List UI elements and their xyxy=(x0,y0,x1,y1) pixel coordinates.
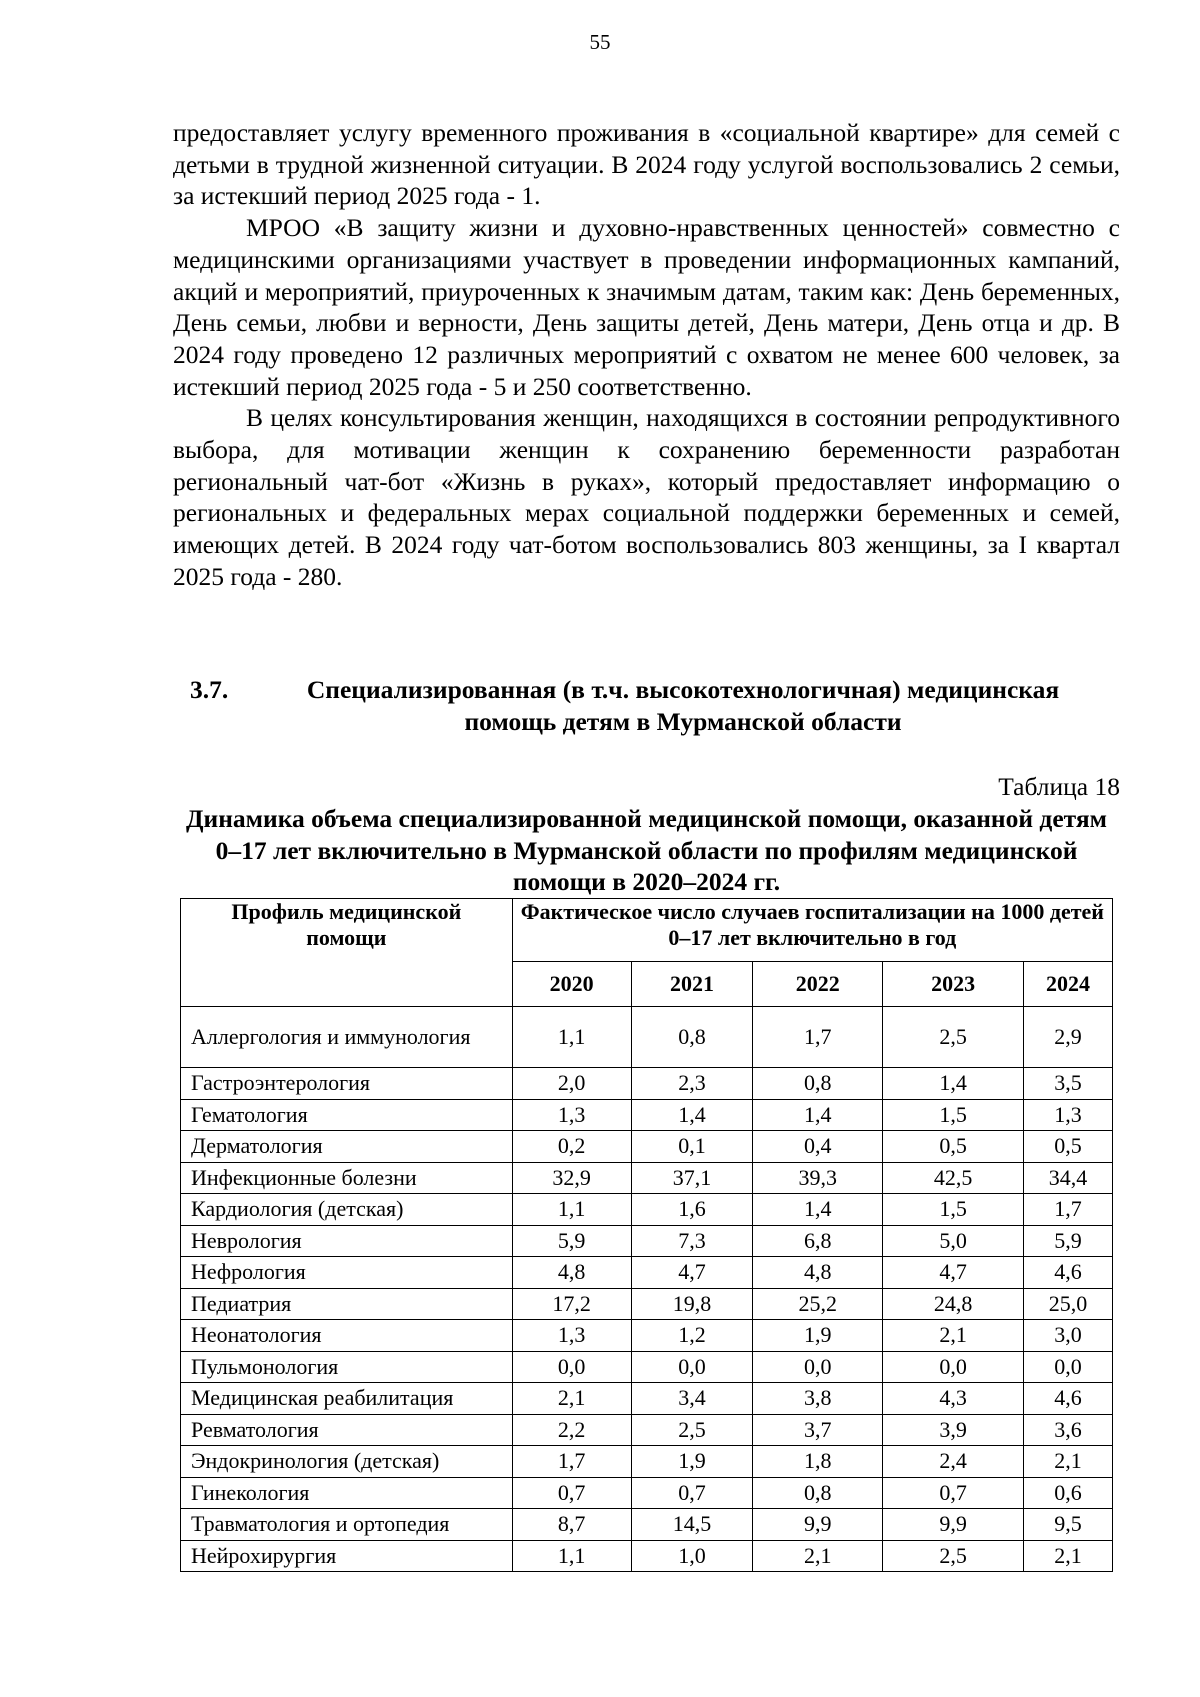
cell-profile: Неврология xyxy=(181,1225,513,1257)
cell-value-2022: 1,9 xyxy=(753,1320,883,1352)
header-year: 2022 xyxy=(753,962,883,1007)
cell-value-2022: 6,8 xyxy=(753,1225,883,1257)
cell-value-2022: 1,7 xyxy=(753,1007,883,1068)
cell-profile: Эндокринология (детская) xyxy=(181,1446,513,1478)
cell-value-2020: 2,1 xyxy=(512,1383,631,1415)
section-title: Специализированная (в т.ч. высокотехнологичная) медицинская помощь детям в Мурманской области xyxy=(306,675,1060,736)
cell-value-2023: 2,4 xyxy=(883,1446,1024,1478)
cell-value-2024: 9,5 xyxy=(1024,1509,1113,1541)
cell-value-2021: 37,1 xyxy=(631,1162,753,1194)
body-text xyxy=(173,117,1120,593)
cell-value-2020: 1,3 xyxy=(512,1320,631,1352)
table-body xyxy=(181,1007,1113,1572)
table-row xyxy=(181,1446,1113,1478)
table-row xyxy=(181,1007,1113,1068)
cell-value-2024: 3,5 xyxy=(1024,1068,1113,1100)
cell-value-2022: 3,8 xyxy=(753,1383,883,1415)
table-row xyxy=(181,1162,1113,1194)
cell-value-2024: 2,1 xyxy=(1024,1446,1113,1478)
cell-value-2020: 1,1 xyxy=(512,1007,631,1068)
cell-value-2022: 0,0 xyxy=(753,1351,883,1383)
header-year: 2020 xyxy=(512,962,631,1007)
cell-value-2023: 9,9 xyxy=(883,1509,1024,1541)
cell-value-2020: 2,2 xyxy=(512,1414,631,1446)
table-row xyxy=(181,1414,1113,1446)
cell-value-2022: 3,7 xyxy=(753,1414,883,1446)
paragraph: предоставляет услугу временного проживания в «социальной квартире» для семей с детьми в трудной жизненной ситуации. В 2024 году услугой воспользовались 2 семьи, за истекший период 2025 года - 1. xyxy=(173,118,1120,211)
cell-value-2020: 32,9 xyxy=(512,1162,631,1194)
cell-value-2023: 2,5 xyxy=(883,1540,1024,1572)
cell-value-2020: 0,2 xyxy=(512,1131,631,1163)
cell-value-2021: 1,6 xyxy=(631,1194,753,1226)
cell-value-2024: 25,0 xyxy=(1024,1288,1113,1320)
cell-profile: Аллергология и иммунология xyxy=(181,1007,513,1068)
page-number: 55 xyxy=(589,30,611,54)
cell-value-2023: 0,7 xyxy=(883,1477,1024,1509)
cell-profile: Кардиология (детская) xyxy=(181,1194,513,1226)
hospitalization-table xyxy=(180,898,1113,1572)
table-row xyxy=(181,1288,1113,1320)
cell-value-2020: 8,7 xyxy=(512,1509,631,1541)
header-profile: Профиль медицинской помощи xyxy=(181,899,513,1007)
cell-value-2021: 1,0 xyxy=(631,1540,753,1572)
cell-profile: Ревматология xyxy=(181,1414,513,1446)
cell-value-2024: 1,7 xyxy=(1024,1194,1113,1226)
cell-value-2021: 7,3 xyxy=(631,1225,753,1257)
section-heading xyxy=(190,674,1103,737)
cell-value-2020: 1,1 xyxy=(512,1540,631,1572)
cell-value-2024: 0,5 xyxy=(1024,1131,1113,1163)
cell-value-2023: 0,5 xyxy=(883,1131,1024,1163)
cell-value-2020: 1,3 xyxy=(512,1099,631,1131)
cell-profile: Инфекционные болезни xyxy=(181,1162,513,1194)
cell-value-2020: 5,9 xyxy=(512,1225,631,1257)
table-row xyxy=(181,1131,1113,1163)
table-row xyxy=(181,1540,1113,1572)
cell-profile: Нефрология xyxy=(181,1257,513,1289)
header-year: 2021 xyxy=(631,962,753,1007)
cell-value-2024: 0,0 xyxy=(1024,1351,1113,1383)
cell-value-2023: 4,7 xyxy=(883,1257,1024,1289)
cell-value-2020: 1,7 xyxy=(512,1446,631,1478)
paragraph: МРОО «В защиту жизни и духовно-нравственных ценностей» совместно с медицинскими организациями участвует в проведении информационных кампаний, акций и мероприятий, приуроченных к значимым датам, таким как: День беременных, День семьи, любви и верности, День защиты детей, День матери, День отца и др. В 2024 году проведено 12 различных мероприятий с охватом не менее 600 человек, за истекший период 2025 года - 5 и 250 соответственно. xyxy=(173,213,1120,401)
table-row xyxy=(181,1099,1113,1131)
table-caption: Динамика объема специализированной медицинской помощи, оказанной детям 0–17 лет включительно в Мурманской области по профилям медицинской помощи в 2020–2024 гг. xyxy=(186,804,1107,897)
cell-value-2020: 0,0 xyxy=(512,1351,631,1383)
cell-value-2023: 2,5 xyxy=(883,1007,1024,1068)
cell-value-2023: 3,9 xyxy=(883,1414,1024,1446)
cell-profile: Медицинская реабилитация xyxy=(181,1383,513,1415)
section-number: 3.7. xyxy=(190,675,229,704)
cell-value-2022: 1,8 xyxy=(753,1446,883,1478)
cell-profile: Дерматология xyxy=(181,1131,513,1163)
cell-value-2022: 0,4 xyxy=(753,1131,883,1163)
cell-profile: Гинекология xyxy=(181,1477,513,1509)
cell-value-2021: 1,9 xyxy=(631,1446,753,1478)
cell-value-2021: 3,4 xyxy=(631,1383,753,1415)
cell-value-2023: 24,8 xyxy=(883,1288,1024,1320)
cell-value-2022: 9,9 xyxy=(753,1509,883,1541)
cell-value-2020: 17,2 xyxy=(512,1288,631,1320)
cell-value-2024: 3,0 xyxy=(1024,1320,1113,1352)
cell-value-2021: 19,8 xyxy=(631,1288,753,1320)
cell-value-2020: 2,0 xyxy=(512,1068,631,1100)
cell-profile: Травматология и ортопедия xyxy=(181,1509,513,1541)
cell-value-2020: 0,7 xyxy=(512,1477,631,1509)
cell-value-2021: 2,5 xyxy=(631,1414,753,1446)
cell-value-2021: 1,4 xyxy=(631,1099,753,1131)
table-row xyxy=(181,1257,1113,1289)
table-row xyxy=(181,1383,1113,1415)
table-row xyxy=(181,1225,1113,1257)
cell-value-2024: 3,6 xyxy=(1024,1414,1113,1446)
cell-profile: Неонатология xyxy=(181,1320,513,1352)
table-row xyxy=(181,1068,1113,1100)
cell-value-2021: 1,2 xyxy=(631,1320,753,1352)
cell-value-2020: 4,8 xyxy=(512,1257,631,1289)
header-group: Фактическое число случаев госпитализации на 1000 детей 0–17 лет включительно в год xyxy=(512,899,1112,962)
cell-value-2021: 2,3 xyxy=(631,1068,753,1100)
cell-value-2023: 2,1 xyxy=(883,1320,1024,1352)
table-row xyxy=(181,1351,1113,1383)
cell-value-2023: 1,4 xyxy=(883,1068,1024,1100)
cell-value-2022: 1,4 xyxy=(753,1099,883,1131)
cell-profile: Нейрохирургия xyxy=(181,1540,513,1572)
header-year: 2023 xyxy=(883,962,1024,1007)
cell-value-2024: 0,6 xyxy=(1024,1477,1113,1509)
cell-value-2023: 1,5 xyxy=(883,1099,1024,1131)
table-label: Таблица 18 xyxy=(998,772,1120,801)
cell-value-2022: 0,8 xyxy=(753,1477,883,1509)
cell-value-2024: 5,9 xyxy=(1024,1225,1113,1257)
cell-value-2020: 1,1 xyxy=(512,1194,631,1226)
cell-value-2024: 4,6 xyxy=(1024,1383,1113,1415)
cell-value-2022: 0,8 xyxy=(753,1068,883,1100)
cell-value-2024: 34,4 xyxy=(1024,1162,1113,1194)
cell-value-2023: 42,5 xyxy=(883,1162,1024,1194)
cell-value-2023: 0,0 xyxy=(883,1351,1024,1383)
table-row xyxy=(181,1194,1113,1226)
cell-value-2022: 1,4 xyxy=(753,1194,883,1226)
cell-value-2022: 39,3 xyxy=(753,1162,883,1194)
cell-profile: Педиатрия xyxy=(181,1288,513,1320)
cell-value-2024: 2,9 xyxy=(1024,1007,1113,1068)
cell-value-2023: 1,5 xyxy=(883,1194,1024,1226)
cell-value-2022: 4,8 xyxy=(753,1257,883,1289)
cell-value-2024: 4,6 xyxy=(1024,1257,1113,1289)
cell-profile: Гематология xyxy=(181,1099,513,1131)
cell-value-2021: 14,5 xyxy=(631,1509,753,1541)
cell-profile: Гастроэнтерология xyxy=(181,1068,513,1100)
cell-value-2022: 2,1 xyxy=(753,1540,883,1572)
cell-value-2021: 0,8 xyxy=(631,1007,753,1068)
cell-value-2021: 4,7 xyxy=(631,1257,753,1289)
cell-profile: Пульмонология xyxy=(181,1351,513,1383)
cell-value-2024: 2,1 xyxy=(1024,1540,1113,1572)
cell-value-2021: 0,1 xyxy=(631,1131,753,1163)
table-row xyxy=(181,1509,1113,1541)
paragraph: В целях консультирования женщин, находящихся в состоянии репродуктивного выбора, для мотивации женщин к сохранению беременности разработан региональный чат-бот «Жизнь в руках», который предоставляет информацию о региональных и федеральных мерах социальной поддержки беременных и семей, имеющих детей. В 2024 году чат-ботом воспользовались 803 женщины, за I квартал 2025 года - 280. xyxy=(173,403,1120,591)
table-row xyxy=(181,1477,1113,1509)
header-year: 2024 xyxy=(1024,962,1113,1007)
cell-value-2021: 0,7 xyxy=(631,1477,753,1509)
cell-value-2023: 4,3 xyxy=(883,1383,1024,1415)
cell-value-2024: 1,3 xyxy=(1024,1099,1113,1131)
cell-value-2023: 5,0 xyxy=(883,1225,1024,1257)
cell-value-2022: 25,2 xyxy=(753,1288,883,1320)
cell-value-2021: 0,0 xyxy=(631,1351,753,1383)
table-row xyxy=(181,1320,1113,1352)
